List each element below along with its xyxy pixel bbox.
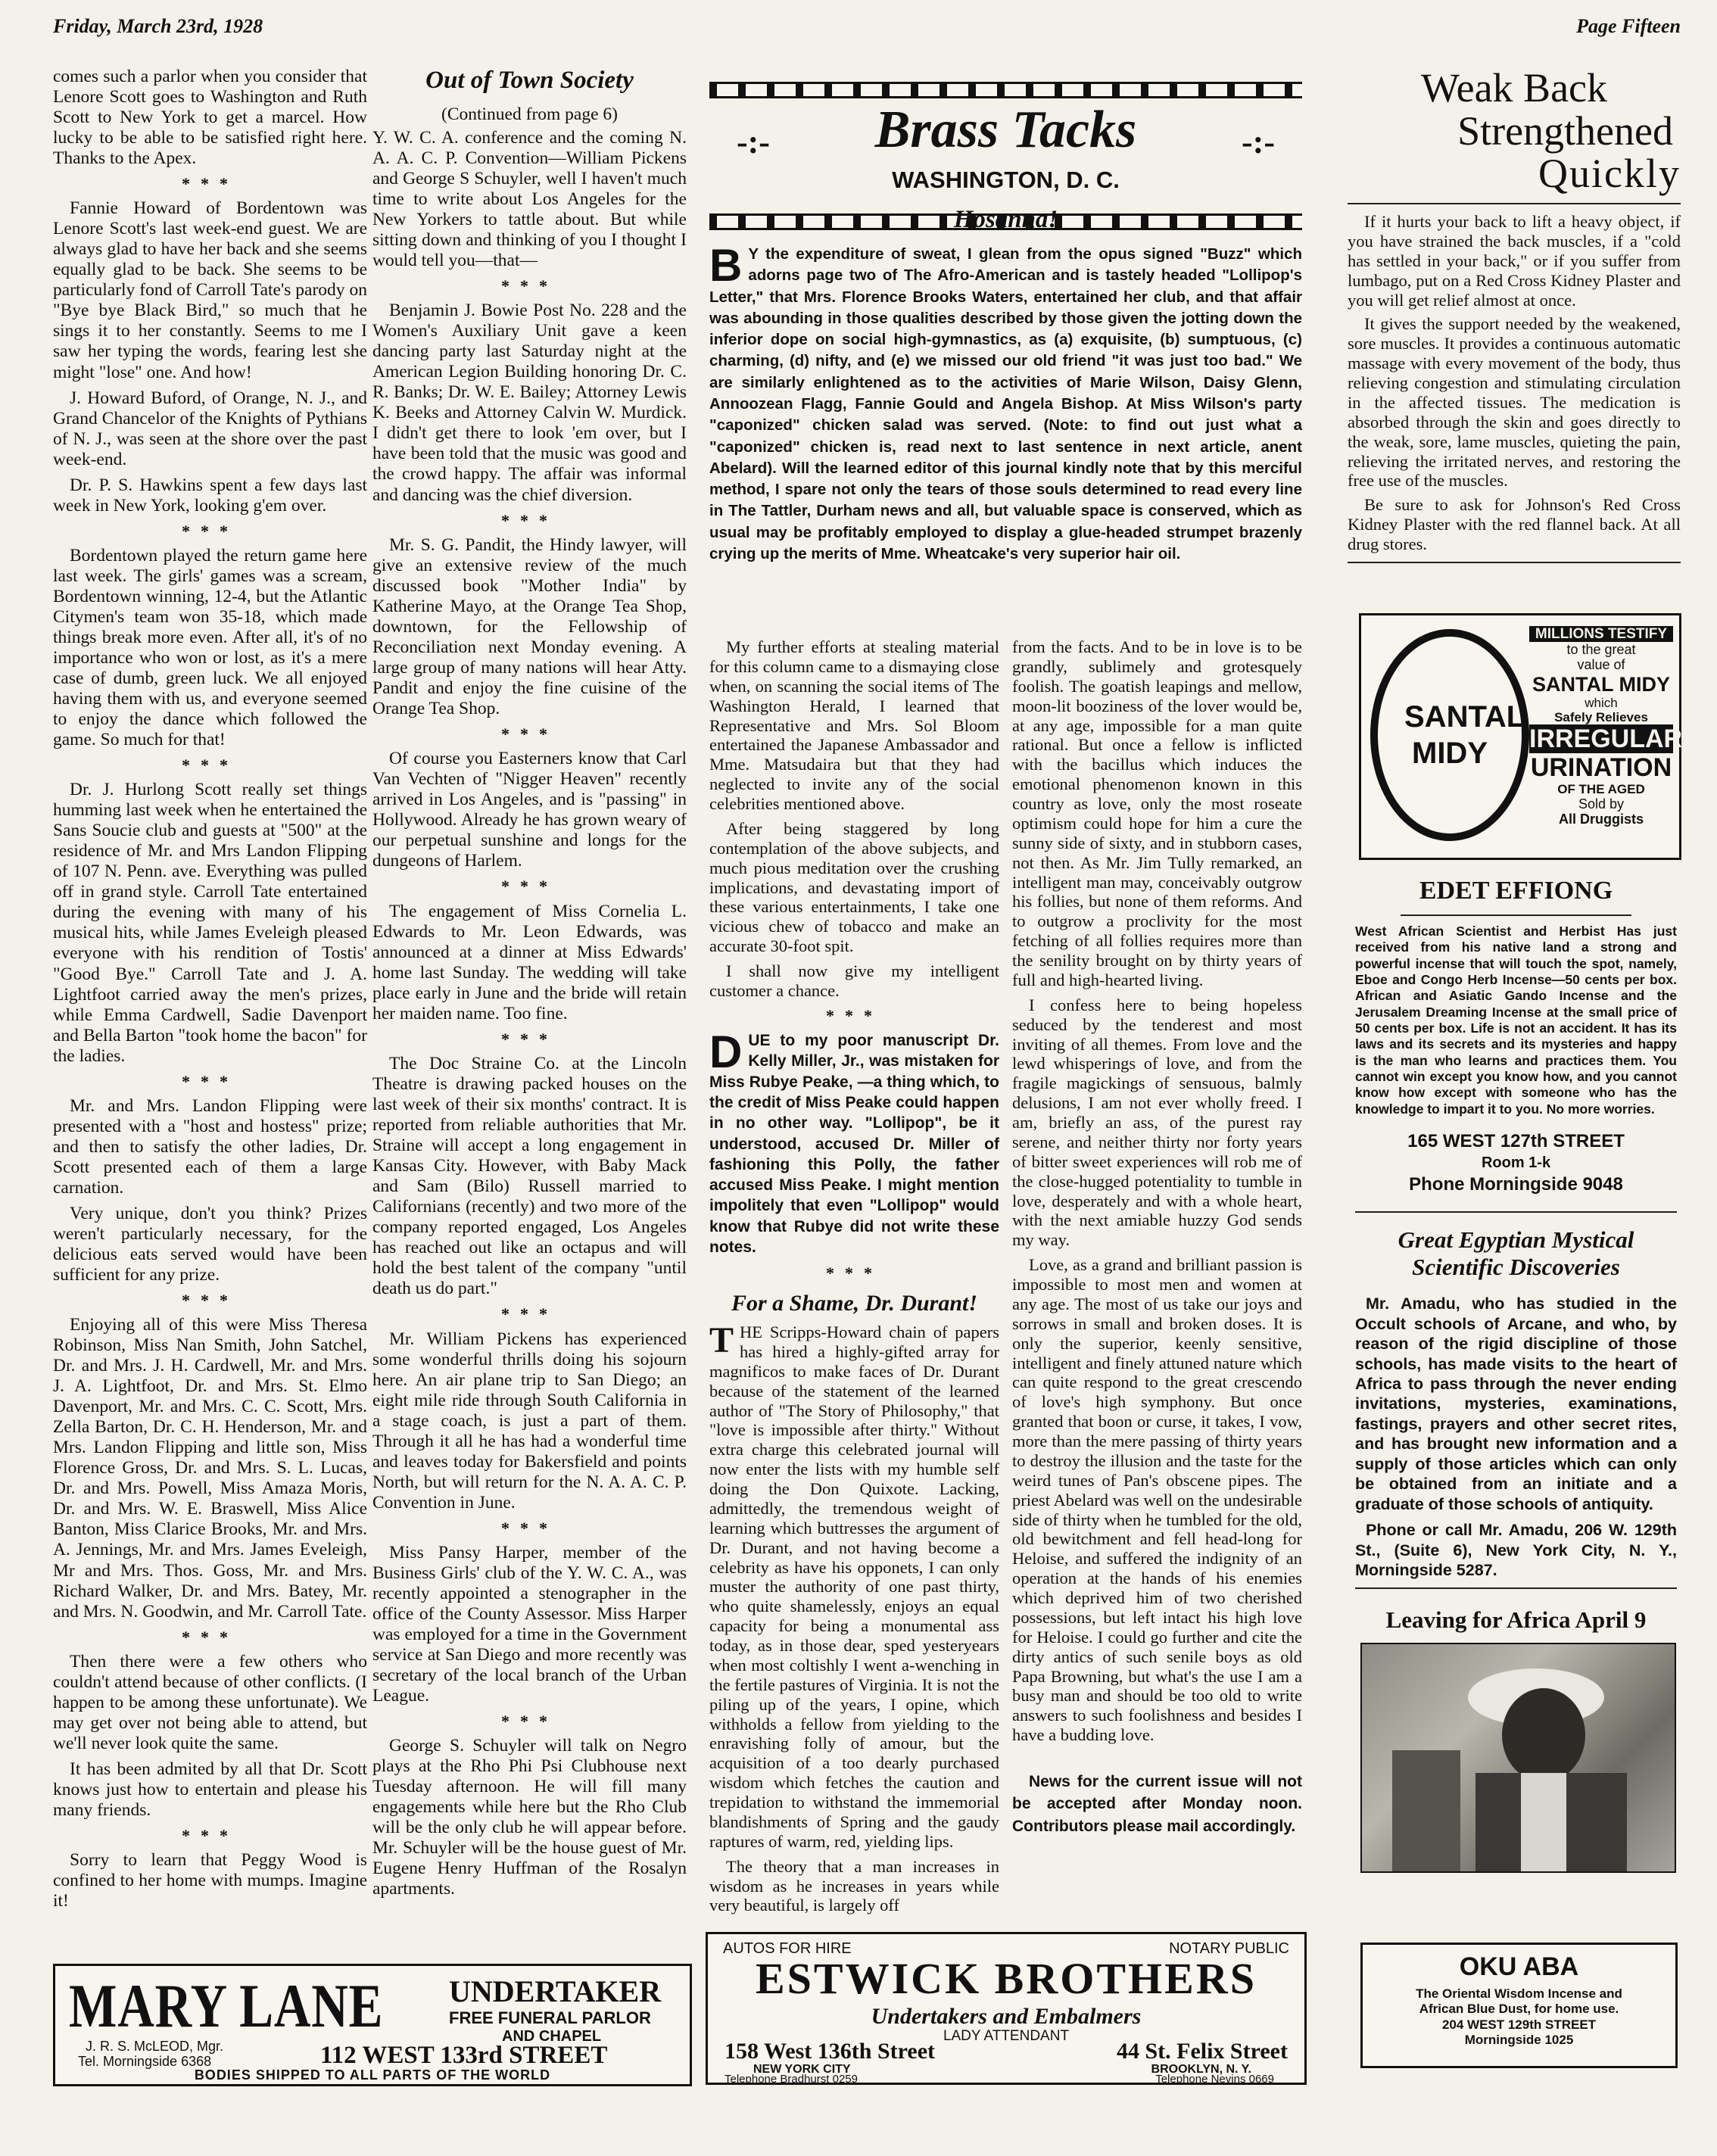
paragraph: The Doc Straine Co. at the Lincoln Theatre is drawing packed houses on the last week of their six months' contract. It is reported from reliable authorities that Mr. Straine will accept a long engagement in Kansas City. However, with Baby Mack and Sam (Bilo) Russell married to Californians (recently) and two more of the company reported engaged, Los Angeles has reached out like an octapus and will hold the best talent of the company "until death us do part." — [372, 1054, 687, 1299]
separator-stars: *** — [501, 1304, 558, 1324]
paragraph: The theory that a man increases in wisdom as he increases in years while very beautiful, is largely off — [709, 1856, 999, 1915]
issue-date: Friday, March 23rd, 1928 — [53, 15, 263, 37]
paragraph: I shall now give my intelligent customer a chance. — [709, 961, 999, 1000]
paragraph: I confess here to being hopeless seduced by the tenderest and most inviting of all themes. From love and the lewd whisperings of love, and from the fragile magickings of sensuous, balmly delusions, I am not ever wholly freed. I am, briefly an ass, of the purest ray serene, and neither thirty nor forty years of bitter sweet experiences will rob me of the close-hugged potentiality to tumble in love, desperately and with a whole heart, with the next amiable huzzy God sends my way. — [1012, 995, 1302, 1250]
ad-title: OKU ABA — [1459, 1952, 1579, 1981]
shame-text: HE Scripps-Howard chain of papers has hired a highly-gifted array for magnificos to make faces of Dr. Durant because of the statement of the learned author of "The Story of Philosophy," that "love is impossible after thirty." Without extra charge this celebrated journal will now enter the lists with my humble self doing the Don Quixote. Lacking, admittedly, the tremendous weight of learning which buttresses the argument of Dr. Durant, and not having become a celebrity as have his opponets, I can only muster the authority of one past thirty, who quite shamelessly, enjoys an equal capacity for being a monumental ass today, as in those dear, sped yesteryears when most coltishly I went a-wenching in the fertile pastures of Virginia. It is not the piling up of the years, I opine, which withholds a fellow from yielding to the enravishing folly of amour, but the acquisition of a too dearly purchased wisdom which fetches the caution and trepidation to withstand the immemorial blandishments of Spring and the gaudy raptures of warm, red, yielding lips. — [709, 1323, 999, 1851]
separator-stars: *** — [182, 1071, 238, 1091]
divider — [1348, 203, 1681, 204]
ad-line: AND CHAPEL — [502, 2028, 602, 2045]
ornament-right: -:- — [1242, 123, 1275, 160]
separator-stars: *** — [501, 1518, 558, 1538]
portrait-figure-icon — [1362, 1644, 1675, 1871]
ad-line: African Blue Dust, for home use. — [1419, 2002, 1619, 2017]
ad-line: J. R. S. McLEOD, Mgr. — [86, 2039, 224, 2054]
ad-line: All Druggists — [1558, 812, 1644, 827]
ornamental-bar — [709, 82, 1302, 98]
ad-line: FREE FUNERAL PARLOR — [449, 2008, 651, 2027]
ad-line: UNDERTAKER — [449, 1974, 662, 2008]
ad-line: Sold by — [1578, 796, 1625, 812]
paragraph: J. Howard Buford, of Orange, N. J., and Grand Chancelor of the Knights of Pythians of N. J., was seen at the shore over the past week-end. — [53, 388, 367, 469]
paragraph: comes such a parlor when you consider that Lenore Scott goes to Washington and Ruth Scott to New York to get a marcel. How lucky to be able to be satisfied right here. Thanks to the Apex. — [53, 67, 367, 169]
divider — [1348, 562, 1681, 563]
ad-line: IRREGULAR — [1529, 724, 1683, 753]
ad-name: MARY LANE — [69, 1971, 384, 2040]
ad-body: West African Scientist and Herbist Has just received from his native land a strong and powerful incense that will touch the spot, namely, Eboe and Congo Herb Incense—50 cents per box. African and Asiatic Gando Incense and the Jerusalem Dreaming Incense at the small price of 50 cents per box. Life is not an accident. It has its laws and its secrets and its mysteries and happy is the man who learns and practices them. You cannot win except you know how, and you cannot know how except with someone who has the knowledge to impart it to you. No more worries. — [1355, 924, 1677, 1117]
ad-line: MILLIONS TESTIFY — [1529, 626, 1673, 642]
dateline: WASHINGTON, D. C. — [892, 167, 1120, 193]
ad-title — [1355, 1226, 1677, 1280]
paragraph: Love, as a grand and brilliant passion is impossible to most men and women at any age. The most of us take our joys and sorrows in small and broken doses. It is only the superior, keenly sensitive, intelligent and finely attuned nature which can quite respond to the great crescendo of love's high symphony. But once granted that boon or curse, it takes, I vow, more than the mere passing of thirty years to destroy the illusion and the taste for the weird tunes of Pan's obscene pipes. The priest Abelard was well on the undesirable side of thirty when he tumbled for the old, old bewitchment and fell head-long for Heloise, and suffered the indignity of an operation at the hands of his enemies which deprived him of two cherished possessions, but left intact his high love for Heloise. I could go further and cite the dirty antics of such senile boys as old Papa Browning, but what's the use I am a busy man and should be too old to write answers to such foolishness and besides I have a budding love. — [1012, 1255, 1302, 1745]
separator-stars: *** — [501, 510, 558, 530]
headline-line: Weak Back — [1420, 65, 1608, 111]
page-header — [53, 9, 1681, 47]
ad-address: 158 West 136th Street — [725, 2039, 936, 2064]
paragraph: Dr. J. Hurlong Scott really set things humming last week when he entertained the Sans Soucie club and guests at "500" at the residence of Mr. and Mrs Landon Flipping of 107 N. Penn. ave. Everything was pulled off in grand style. Carroll Tate entertained during the evening with many of his musical hits, while James Eveleigh pleased everyone with his rendition of Tostis' "Good Bye." Carroll Tate and J. A. Lightfoot carried away the men's prizes, while Emma Cardwell, Sadie Davenport and Bella Barton "took home the bacon" for the ladies. — [53, 780, 367, 1066]
ad-line: which — [1585, 695, 1618, 710]
separator-stars: *** — [501, 1712, 558, 1731]
separator-stars: *** — [501, 276, 558, 296]
ad-line: The Oriental Wisdom Incense and — [1416, 1986, 1622, 2001]
estwick-brothers-ad — [706, 1932, 1307, 2085]
paragraph: It has been admited by all that Dr. Scott knows just how to entertain and please his many friends. — [53, 1759, 367, 1820]
paragraph: Y. W. C. A. conference and the coming N. A. A. C. P. Convention—William Pickens and George S Schuyler, well I haven't much time to write about Los Angeles for the New Yorkers to tattle about. But while sitting down and thinking of you I thought I would tell you—that— — [372, 127, 687, 271]
column-title: Brass Tacks — [874, 101, 1137, 159]
paragraph: Mr. William Pickens has experienced some wonderful thrills doing his sojourn here. An air plane trip to San Diego; an eight mile ride through South California in a stage coach, is just a part of them. Through it all he has had a wonderful time and leaves today for Bakersfield and points North, but will return for the N. A. A. C. P. Convention in June. — [372, 1329, 687, 1513]
ad-line: to the great — [1566, 642, 1636, 658]
paragraph: Then there were a few others who couldn't attend because of other conflicts. (I happen to be among these unfortunate). We may get over not being able to attend, but we'll never look quite the same. — [53, 1651, 367, 1753]
title-line: Great Egyptian Mystical — [1398, 1226, 1634, 1253]
title-line: Scientific Discoveries — [1412, 1253, 1620, 1280]
weak-back-ad — [1348, 67, 1681, 571]
divider — [1401, 914, 1631, 916]
brass-tacks-intro — [709, 240, 1302, 565]
ad-phone: Phone Morningside 9048 — [1409, 1174, 1623, 1195]
paragraph: Enjoying all of this were Miss Theresa Robinson, Miss Nan Smith, John Satchel, Dr. and Mrs. J. H. Cardwell, Mr. and Mrs. J. A. Lightfoot, Dr. and Mrs. St. Elmo Davenport, Mr. and Mrs. C. C. Scott, Mrs. Zella Barton, Dr. C. H. Henderson, Mr. and Mrs. Landon Flipping and little son, Miss Florence Gross, Dr. and Mrs. S. L. Lucas, Dr. and Mrs. Powell, Miss Amaza Moris, Dr. and Mrs. W. E. Braswell, Miss Alice Banton, Miss Clarice Brooks, Mr. and Mrs. A. Jennings, Mr. and Mrs. James Eveleigh, Mr and Mrs. Thos. Goss, Mr. and Mrs. Richard Walker, Dr. and Mrs. Batey, Mr. and Mrs. N. Goodwin, and Mr. Carroll Tate. — [53, 1315, 367, 1622]
paragraph: from the facts. And to be in love is to be grandly, sublimely and grotesquely foolish. The goatish leapings and mellow, moon-lit booziness of the lover would be, at any age, impossible for a man quite rational. But once a fellow is inflicted with the bacillus which induces the emotional phenomenon known in this country as love, only the most roseate optimism could hope for him a cure the sunny side of sixty, and in stubborn cases, not then. As Mr. Jim Tully remarked, an intelligent man may, conceivably outgrow his follies, but none of them reforms. And to outgrow a proclivity for the most fetching of all follies requires more than the senility brought on by thirty years of full and high-hearted living. — [1012, 637, 1302, 989]
drop-cap: D — [709, 1027, 743, 1078]
section-title: Out of Town Society — [425, 67, 634, 94]
ad-line: Safely Relieves — [1554, 709, 1648, 724]
separator-stars: *** — [182, 1291, 238, 1310]
paragraph: Benjamin J. Bowie Post No. 228 and the Women's Auxiliary Unit gave a keen dancing party last Saturday night at the American Legion Building honoring Dr. C. R. Banks; Dr. W. E. Bailey; Attorney Lewis K. Beeks and Attorney Calvin W. Murdick. I didn't get there to look 'em over, but I have been told that the music was good and the crowd happy. The affair was informal and dancing was the chief diversion. — [372, 301, 687, 505]
ad-paragraph: Be sure to ask for Johnson's Red Cross Kidney Plaster with the red flannel back. At all drug stores. — [1348, 495, 1681, 554]
column-out-of-town-society — [372, 67, 687, 1905]
paragraph: After being staggered by long contemplation of the above subjects, and much pious meditation over the crushing implications, and devastating import of these various entertainments, I take one vicious chew of tobacco and make an accurate 30-foot spit. — [709, 818, 999, 956]
ad-line: SANTAL MIDY — [1532, 672, 1670, 696]
hosanna-heading: Hosanna! — [953, 206, 1058, 233]
paragraph — [709, 1320, 999, 1852]
separator-stars: *** — [182, 174, 238, 194]
ad-line: Undertakers and Embalmers — [871, 2004, 1142, 2029]
paragraph: My further efforts at stealing material for this column came to a dismaying close when, on scanning the social items of The Washington Herald, I learned that Representative and Mrs. Sol Bloom entertained the Japanese Ambassador and Mme. Matsudaira but that they had neglected to invite any of the social celebrities mentioned above. — [709, 637, 999, 813]
column-local-news — [53, 67, 367, 1917]
separator-stars: *** — [501, 877, 558, 896]
brass-right-column — [1012, 637, 1302, 1837]
due-paragraph — [709, 1027, 999, 1257]
santal-circle — [1370, 629, 1529, 841]
separator-stars: *** — [182, 1627, 238, 1647]
ad-phone: Tel. Morningside 6368 — [78, 2054, 212, 2069]
paragraph: George S. Schuyler will talk on Negro plays at the Rho Phi Psi Clubhouse next Tuesday afternoon. He will fill many engagements while here but the Rho Club will be the only club he will appear before. Mr. Schuyler will be the house guest of Mr. Eugene Henry Huffman of the Rosalyn apartments. — [372, 1736, 687, 1899]
ad-line: value of — [1577, 657, 1625, 673]
ad-address: 44 St. Felix Street — [1116, 2039, 1288, 2064]
ad-line: BODIES SHIPPED TO ALL PARTS OF THE WORLD — [194, 2067, 551, 2083]
page-number: Page Fifteen — [1576, 15, 1681, 37]
drop-cap: B — [709, 240, 743, 291]
ad-contact: Phone or call Mr. Amadu, 206 W. 129th St., (Suite 6), New York City, N. Y., Morningside 5287. — [1355, 1521, 1677, 1579]
ad-title: EDET EFFIONG — [1419, 877, 1613, 905]
ad-body: Mr. Amadu, who has studied in the Occult schools of Arcane, and who, by reason of the rigid discipline of those schools, has made visits to the heart of Africa to pass through the never ending invitations, mysteries, examinations, fastings, prayers and other secret rites, and has brought new information and a supply of those articles which can only be obtained from an initiate and a graduate of those schools of antiquity. — [1355, 1295, 1677, 1513]
ad-line: NOTARY PUBLIC — [1169, 1940, 1289, 1957]
ad-line: LADY ATTENDANT — [943, 2028, 1070, 2044]
separator-stars: *** — [826, 1263, 883, 1283]
due-text: UE to my poor manuscript Dr. Kelly Miller, Jr., was mistaken for Miss Rubye Peake, —a thing which, to the credit of Miss Peake could happen in no other way. "Lollipop", be it understood, accused Dr. Miller of fashioning this Polly, the father accused Miss Peake. I might mention impolitely that even "Lollipop" would know that Rubye did not write these notes. — [709, 1032, 999, 1257]
ad-line: BROOKLYN, N. Y. — [1151, 2063, 1251, 2076]
paragraph: Dr. P. S. Hawkins spent a few days last week in New York, looking g'em over. — [53, 475, 367, 516]
ad-phone: Telephone Bradhurst 0259 — [725, 2073, 858, 2086]
ad-headline — [1348, 67, 1681, 195]
paragraph: The engagement of Miss Cornelia L. Edwards to Mr. Leon Edwards, was announced at a dinner at Miss Edwards' home last Sunday. The wedding will take place early in June and the bride will retain her maiden name. Too fine. — [372, 901, 687, 1023]
leaving-for-africa-caption: Leaving for Africa April 9 — [1385, 1606, 1647, 1633]
ad-line: 204 WEST 129th STREET — [1441, 2017, 1597, 2032]
paragraph: Mr. S. G. Pandit, the Hindy lawyer, will give an extensive review of the much discussed book "Mother India" by Katherine Mayo, at the Orange Tea Shop, downtown, for the Fellowship of Reconciliation next Monday evening. A large group of many nations will hear Atty. Pandit and enjoy the fine cuisine of the Orange Tea Shop. — [372, 534, 687, 718]
ad-paragraph: If it hurts your back to lift a heavy object, if you have strained the back muscles, if a "cold has settled in your back," or if you suffer from lumbago, put on a Red Cross Kidney Plaster and you will get relief almost at once. — [1348, 212, 1681, 310]
paragraph: Fannie Howard of Bordentown was Lenore Scott's last week-end guest. We are always glad to have her back and she seems equally glad to be back. She seems to be particularly fond of Carroll Tate's parody on "Bye bye Black Bird," so much that he sings it to her constantly. Seems to me I saw her typing the words, fearing lest she might "lose" one. And how! — [53, 198, 367, 382]
ad-address: 165 WEST 127th STREET — [1407, 1131, 1625, 1152]
ad-line: AUTOS FOR HIRE — [723, 1940, 852, 1957]
ad-line: NEW YORK CITY — [753, 2063, 851, 2076]
oku-aba-ad — [1360, 1943, 1678, 2068]
ad-line: Morningside 1025 — [1464, 2033, 1574, 2048]
paragraph: Sorry to learn that Peggy Wood is confined to her home with mumps. Imagine it! — [53, 1850, 367, 1911]
intro-text: Y the expenditure of sweat, I glean from the opus signed "Buzz" which adorns page two of The Afro-American and is tastely headed "Lollipop's Letter," that Mrs. Florence Brooks Waters, entertained her club, and that affair was abounding in those qualities described by those given the jotting down the inferior dope on social high-gymnastics, as (a) exquisite, (b) sumptuous, (c) charming, (d) nifty, and (e) we missed our old friend "it was just too bad." We are similarly enlightened as to the activities of Marie Wilson, Daisy Glenn, Annoozean Flagg, Fannie Gould and Angela Bishop. At Miss Wilson's party "caponized" chicken salad was served. (Note: to find out just what a "caponized" chicken is, read next to last sentence in next article, anent Abelard). Will the learned editor of this journal kindly note that by this merciful method, I spare not only the tears of those souls determined to read every line in The Tattler, Durham news and all, but valuable space is conserved, which as usual may be profitably employed to display a glue-headed strumpet brazenly crying up the merits of Mme. Wheatcake's very superior hair oil. — [709, 245, 1302, 562]
paragraph: Bordentown played the return game here last week. The girls' games was a scream, Bordentown winning, 12-4, but the Atlantic Citymen's team won 35-18, which made things break more even. After all, it's of no importance who won or lost, as it's a mere case of dumb, green luck. We all enjoyed having them with us, and everyone seemed to enjoy the dance which followed the game. So much for that! — [53, 545, 367, 750]
edet-effiong-ad — [1355, 877, 1677, 1197]
drop-cap: T — [709, 1320, 734, 1361]
santal-text — [1529, 626, 1683, 827]
paragraph: Miss Pansy Harper, member of the Business Girls' club of the Y. W. C. A., was recently appointed a stenographer in the office of the County Assessor. Miss Harper was employed for a time in the Government service at San Diego and more recently was secretary of the local branch of the Urban League. — [372, 1542, 687, 1706]
ad-name: ESTWICK BROTHERS — [755, 1954, 1257, 2003]
separator-stars: *** — [826, 1005, 883, 1025]
portrait-photo — [1360, 1643, 1676, 1873]
continued-note: (Continued from page 6) — [441, 104, 618, 124]
circle-text: SANTAL MIDY — [1404, 700, 1525, 770]
egyptian-mystical-ad — [1355, 1204, 1677, 1597]
headline-line: Strengthened — [1457, 107, 1673, 154]
headline-line: Quickly — [1538, 151, 1681, 197]
ad-address: 112 WEST 133rd STREET — [320, 2042, 608, 2069]
ad-line: URINATION — [1530, 752, 1672, 782]
separator-stars: *** — [182, 521, 238, 541]
subsection-title: For a Shame, Dr. Durant! — [731, 1290, 978, 1316]
paragraph: Very unique, don't you think? Prizes weren't particularly necessary, for the delicious eats served would have been sufficient for any prize. — [53, 1203, 367, 1285]
ad-line: OF THE AGED — [1557, 782, 1645, 797]
divider — [1355, 1587, 1677, 1589]
mary-lane-ad — [53, 1964, 692, 2086]
deadline-notice: News for the current issue will not be accepted after Monday noon. Contributors please mail accordingly. — [1012, 1773, 1302, 1835]
ad-address: Room 1-k — [1481, 1154, 1551, 1172]
ad-phone: Telephone Nevins 0669 — [1155, 2073, 1274, 2086]
paragraph: Mr. and Mrs. Landon Flipping were presented with a "host and hostess" prize; and then to satisfy the other ladies, Dr. Scott presented each of them a large carnation. — [53, 1095, 367, 1198]
separator-stars: *** — [501, 724, 558, 743]
ornament-left: -:- — [737, 123, 770, 160]
brass-left-column — [709, 637, 999, 1921]
separator-stars: *** — [501, 1029, 558, 1048]
ad-paragraph: It gives the support needed by the weakened, sore muscles. It provides a continuous automatic massage with every movement of the body, thus relieving congestion and stimulating circulation in the affected tissues. The medication is absorbed through the skin and goes directly to the weak, sore, lame muscles, quieting the pain, relieving the irritated nerves, and restoring the free use of the muscles. — [1348, 314, 1681, 491]
divider — [1355, 1211, 1677, 1213]
santal-midy-ad — [1359, 613, 1681, 860]
paragraph: Of course you Easterners know that Carl Van Vechten of "Nigger Heaven" recently arrived in Los Angeles, and is "passing" in Hollywood. Already he has grown weary of our perpetual sunshine and longs for the dungeons of Harlem. — [372, 749, 687, 871]
separator-stars: *** — [182, 1825, 238, 1845]
separator-stars: *** — [182, 756, 238, 775]
